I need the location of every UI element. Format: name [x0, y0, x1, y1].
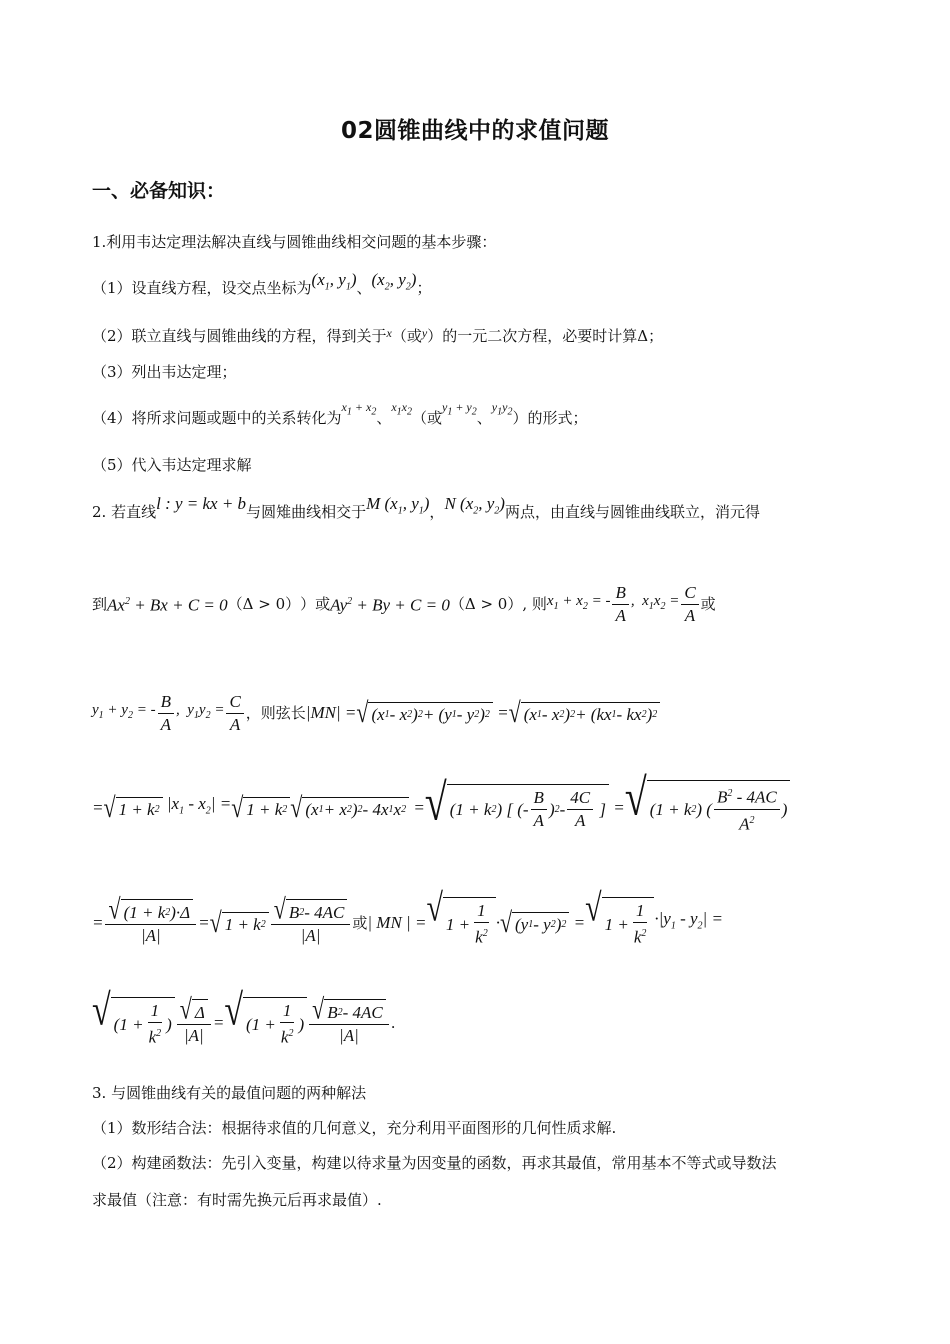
item3-p2a: （2）构建函数法：先引入变量，构建以待求量为因变量的函数，再求其最值，常用基本不等式或导数法	[92, 1154, 777, 1172]
step4-b: （或	[411, 409, 442, 427]
item2-line6: √ (1 + $\frac{1}{k^2}$ ) √ Δ |A| = √ (1 + $\frac{1}{k^2}$ ) √ B 2 - 4AC |A| .	[92, 986, 396, 1047]
item2-b: 与圆雉曲线相交于	[246, 503, 367, 521]
item2-d: 两点，由直线与圆锥曲线联立，消元得	[504, 503, 760, 521]
item2-line1: 2. 若直线l : y = kx + b与圆雉曲线相交于M ($x_1$, $y_1$)，N ($x_2$, $y_2$)两点，由直线与圆锥曲线联立，消元得	[92, 494, 760, 521]
item2-line5: = √ (1 + k 2 )·Δ |A| = √ 1 + k 2 √ B 2 - 4AC |A| 或 | MN | = √ 1 + $\frac{1}{k^2}$ · √ (y 1 - y 2 ) 2 = √ 1 + $\frac{1}{k^2}$ $\cdot|y_1 - y_2|$ =	[92, 886, 723, 947]
step2-d: ；	[648, 327, 664, 345]
step4: （4）将所求问题或题中的关系转化为$^{x_1 + x_2}$、$^{x_1x_2}$（或$^{y_1 + y_2}$、$^{y_1y_2}$）的形式；	[92, 400, 588, 427]
step4-a: （4）将所求问题或题中的关系转化为	[92, 409, 342, 427]
item2-line2: 到 $Ax^2 + Bx + C = 0$ （ Δ > 0） ）或 $Ay^2 + By + C = 0$ （ Δ > 0 ）, 则 $x_1 + x_2$ = - $\frac{B}{A}$ , $x_1x_2$ = $\frac{C}{A}$ 或	[92, 582, 716, 625]
item2-line4: = √ 1 + k 2 $|x_1 - x_2|$ = √ 1 + k 2 √ (x 1 + x 2 ) 2 - 4x 1 x 2 = √ (1 + k 2 ) [ (- $\frac{B}{A}$ ) 2 - $\frac{4C}{A}$ ] = √ (1 + k 2 ) ( $\frac{B^2 - 4AC}{A^2}$ )	[92, 772, 790, 844]
section-heading: 一、必备知识：	[92, 180, 226, 202]
item3-heading: 3. 与圆锥曲线有关的最值问题的两种解法	[92, 1084, 367, 1102]
item2-line3: $y_1 + y_2$ = - $\frac{B}{A}$ , $y_1y_2$ = $\frac{C}{A}$ ，则弦长 |MN| = √ (x 1 - x 2 ) 2 + (y 1 - y 2 ) 2 = √ (x 1 - x 2 ) 2 + (kx 1 - kx 2 ) 2	[92, 686, 660, 740]
step1-text: （1）设直线方程，设交点坐标为	[92, 279, 312, 297]
item3-p2b: 求最值（注意：有时需先换元后再求最值）.	[92, 1191, 382, 1209]
step1-end: ；	[416, 279, 432, 297]
step4-sep: 、	[376, 409, 392, 427]
step5: （5）代入韦达定理求解	[92, 456, 252, 474]
step2-b: （或	[391, 327, 422, 345]
step1: （1）设直线方程，设交点坐标为($x_1$, $y_1$)、($x_2$, $y_2$)；	[92, 270, 432, 297]
item1-heading: 1.利用韦达定理法解决直线与圆锥曲线相交问题的基本步骤：	[92, 233, 497, 251]
step2: （2）联立直线与圆锥曲线的方程，得到关于$^x$（或$^y$）的一元二次方程，必要时计算Δ；	[92, 326, 664, 345]
step4-c: ）的形式；	[512, 409, 588, 427]
step3: （3）列出韦达定理；	[92, 363, 237, 381]
item2-a: 2. 若直线	[92, 503, 157, 521]
page-title: 02圆锥曲线中的求值问题	[340, 118, 609, 144]
step1-sep: 、	[356, 279, 372, 297]
item3-p1: （1）数形结合法：根据待求值的几何意义，充分利用平面图形的几何性质求解.	[92, 1119, 617, 1137]
step2-c: ）的一元二次方程，必要时计算	[427, 327, 638, 345]
step2-a: （2）联立直线与圆锥曲线的方程，得到关于	[92, 327, 387, 345]
